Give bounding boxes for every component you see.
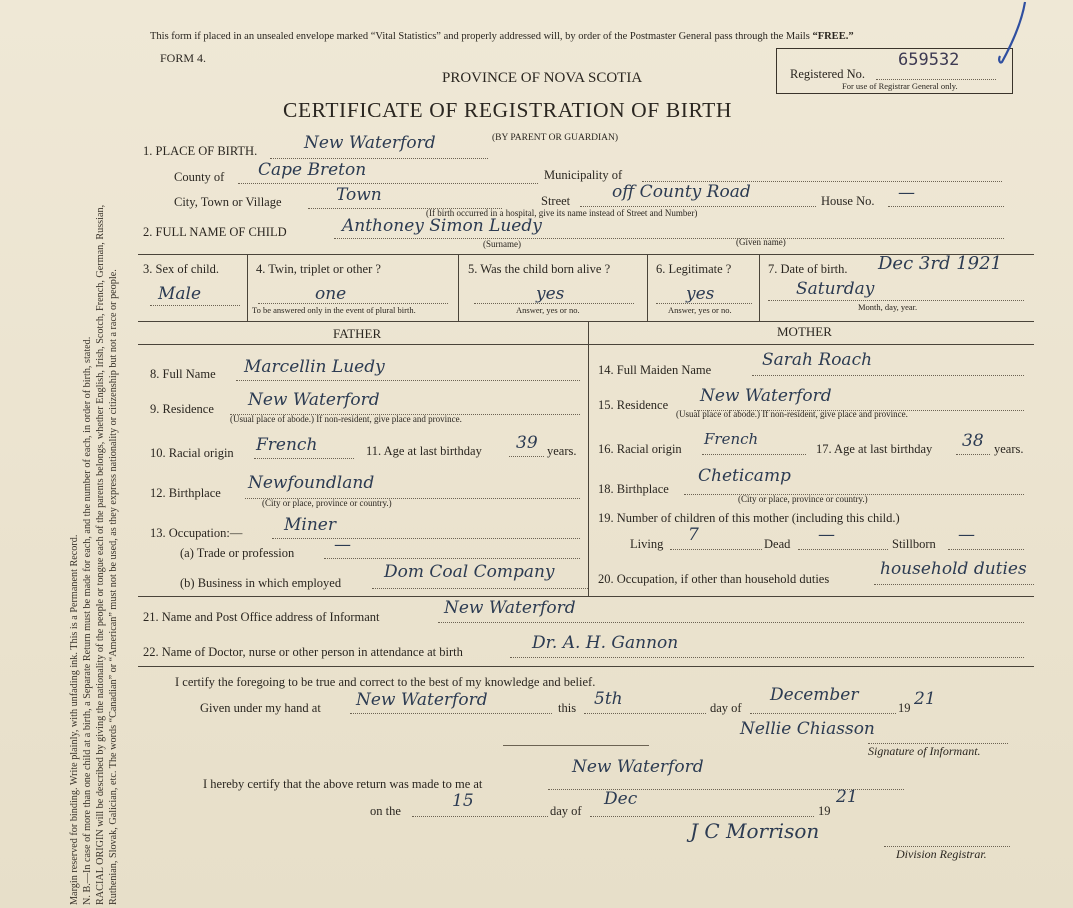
registered-line <box>876 79 996 80</box>
business-label: (b) Business in which employed <box>180 576 342 590</box>
given-name-note: (Given name) <box>736 237 786 247</box>
child-name-value: Anthoney Simon Luedy <box>342 216 542 236</box>
alive-line <box>474 303 634 304</box>
father-occupation-label: 13. Occupation:— <box>150 526 243 540</box>
mother-race-value: French <box>704 430 759 448</box>
city-value: Town <box>336 185 382 205</box>
county-line <box>238 183 538 184</box>
father-occupation-line <box>272 538 580 539</box>
blue-pen-mark <box>992 0 1032 70</box>
parents-bottom-rule <box>138 596 1034 597</box>
on-month-value: Dec <box>604 789 638 809</box>
hereby-certify-label: I hereby certify that the above return was made to me at <box>203 777 483 791</box>
legitimate-value: yes <box>686 284 715 304</box>
stillborn-label: Stillborn <box>892 537 936 551</box>
dead-line <box>798 549 888 550</box>
doctor-label: 22. Name of Doctor, nurse or other person in attendance at birth <box>143 645 463 659</box>
certify-top-rule <box>138 666 1034 667</box>
child-name-label: 2. FULL NAME OF CHILD <box>143 225 287 239</box>
twin-label: 4. Twin, triplet or other ? <box>256 262 381 276</box>
col-divider-2 <box>458 254 459 321</box>
child-name-line <box>334 238 1004 239</box>
father-heading: FATHER <box>333 326 382 341</box>
doctor-value: Dr. A. H. Gannon <box>532 633 679 653</box>
mother-birthplace-value: Cheticamp <box>698 466 791 486</box>
county-value: Cape Breton <box>258 160 367 180</box>
on-the-label: on the <box>370 804 401 818</box>
registered-label: Registered No. <box>790 67 865 81</box>
trade-line <box>324 558 580 559</box>
father-birthplace-value: Newfoundland <box>248 473 375 493</box>
mother-name-line <box>752 375 1024 376</box>
on-month-line <box>590 816 814 817</box>
margin-note-4: Ruthenian, Slovak, Galician, etc. The words “Canadian” or “American” must not be used, as they express nationality or citizenship but not a race or people. <box>108 269 119 905</box>
margin-note-3: RACIAL ORIGIN will be described by giving the nationality of the people or tongue each of the parents belongs, whether English, Irish, Scotch, French, German, Russian, <box>95 204 106 905</box>
registrar-use-note: For use of Registrar General only. <box>842 81 958 91</box>
municipality-label: Municipality of <box>544 168 623 182</box>
registrar-label: Division Registrar. <box>896 847 987 861</box>
living-line <box>670 549 762 550</box>
father-name-label: 8. Full Name <box>150 367 216 381</box>
mother-age-value: 38 <box>962 431 984 451</box>
father-age-line <box>509 456 544 457</box>
father-residence-value: New Waterford <box>248 390 380 410</box>
father-birthplace-label: 12. Birthplace <box>150 486 221 500</box>
mother-name-label: 14. Full Maiden Name <box>598 363 712 377</box>
page-title: CERTIFICATE OF REGISTRATION OF BIRTH <box>283 98 733 122</box>
father-occupation-value: Miner <box>284 515 336 535</box>
trade-value: — <box>334 535 351 555</box>
dob-line <box>768 300 1024 301</box>
parents-divider <box>588 321 589 596</box>
father-abode-note: (Usual place of abode.) If non-resident, give place and province. <box>230 414 462 424</box>
mother-age-label: 17. Age at last birthday <box>816 442 933 456</box>
father-race-value: French <box>256 435 318 455</box>
house-no-value: — <box>898 183 915 203</box>
on-day-value: 15 <box>452 791 474 811</box>
mother-abode-note: (Usual place of abode.) If non-resident, give place and province. <box>676 409 908 419</box>
this-label: this <box>558 701 577 715</box>
sex-label: 3. Sex of child. <box>143 262 220 276</box>
legitimate-line <box>656 303 752 304</box>
street-label: Street <box>541 194 571 208</box>
day-of-label: day of <box>710 701 742 715</box>
margin-notes <box>68 25 120 905</box>
father-name-value: Marcellin Luedy <box>244 357 385 377</box>
legitimate-label: 6. Legitimate ? <box>656 262 732 276</box>
mail-notice-free: “FREE.” <box>812 31 854 42</box>
place-of-birth-line <box>270 158 488 159</box>
twin-note: To be answered only in the event of plural birth. <box>252 305 416 315</box>
sex-line <box>150 305 240 306</box>
parents-header-rule <box>138 344 1034 345</box>
stillborn-line <box>948 549 1024 550</box>
mother-race-line <box>702 454 806 455</box>
house-no-line <box>888 206 1004 207</box>
sex-value: Male <box>158 284 202 304</box>
stillborn-value: — <box>958 525 975 545</box>
registered-number: 659532 <box>898 50 960 70</box>
father-race-label: 10. Racial origin <box>150 446 234 460</box>
twin-value: one <box>315 284 347 304</box>
mother-years: years. <box>994 442 1024 456</box>
on-year-value: 21 <box>836 787 858 807</box>
living-value: 7 <box>688 525 699 545</box>
dead-value: — <box>818 525 835 545</box>
dead-label: Dead <box>764 537 791 551</box>
mail-notice <box>150 30 854 44</box>
informant-signature-label: Signature of Informant. <box>868 744 981 758</box>
col-divider-3 <box>647 254 648 321</box>
alive-label: 5. Was the child born alive ? <box>468 262 611 276</box>
place-of-birth-value: New Waterford <box>304 133 436 153</box>
informant-label: 21. Name and Post Office address of Informant <box>143 610 380 624</box>
mother-occupation-label: 20. Occupation, if other than household duties <box>598 572 830 586</box>
dob-label: 7. Date of birth. <box>768 262 848 276</box>
col-divider-4 <box>759 254 760 321</box>
informant-signature: Nellie Chiasson <box>740 719 875 739</box>
mother-occupation-value: household duties <box>880 559 1027 579</box>
mother-birthplace-label: 18. Birthplace <box>598 482 669 496</box>
mother-age-line <box>956 454 990 455</box>
margin-note-1: Margin reserved for binding. Write plainly, with unfading ink. This is a Permanent Record. <box>69 534 80 905</box>
day-of-label-2: day of <box>550 804 582 818</box>
mother-race-label: 16. Racial origin <box>598 442 682 456</box>
form-number: FORM 4. <box>160 51 207 65</box>
father-name-line <box>236 380 580 381</box>
on-year-prefix: 19 <box>818 804 831 818</box>
legitimate-note: Answer, yes or no. <box>668 305 732 315</box>
mother-heading: MOTHER <box>777 324 832 339</box>
given-month-line <box>750 713 896 714</box>
mother-occupation-line <box>874 584 1034 585</box>
margin-note-2: N. B.—In case of more than one child at a birth, a Separate Return must be made for each, and the number of each, in order of birth, stated. <box>82 336 93 905</box>
mother-name-value: Sarah Roach <box>762 350 873 370</box>
father-years: years. <box>547 444 577 458</box>
on-day-line <box>412 816 548 817</box>
trade-label: (a) Trade or profession <box>180 546 295 560</box>
made-at-value: New Waterford <box>572 757 704 777</box>
given-year-value: 21 <box>914 689 936 709</box>
mother-residence-value: New Waterford <box>700 386 832 406</box>
mail-notice-text: This form if placed in an unsealed envelope marked “Vital Statistics” and properly addressed will, by order of the Postmaster General pass through the Mails <box>150 31 813 42</box>
alive-note: Answer, yes or no. <box>516 305 580 315</box>
given-day-line <box>584 713 706 714</box>
alive-value: yes <box>536 284 565 304</box>
county-label: County of <box>174 170 225 184</box>
living-label: Living <box>630 537 664 551</box>
mother-place-note: (City or place, province or country.) <box>738 494 868 504</box>
given-year-prefix: 19 <box>898 701 911 715</box>
given-at-value: New Waterford <box>356 690 488 710</box>
surname-note: (Surname) <box>483 239 521 249</box>
col-divider-1 <box>247 254 248 321</box>
province-heading: PROVINCE OF NOVA SCOTIA <box>442 70 643 86</box>
father-age-label: 11. Age at last birthday <box>366 444 482 458</box>
house-no-label: House No. <box>821 194 875 208</box>
dob-note: Month, day, year. <box>858 302 918 312</box>
street-line <box>580 206 816 207</box>
page-subtitle: (BY PARENT OR GUARDIAN) <box>492 133 619 143</box>
registrar-signature: J C Morrison <box>690 819 820 843</box>
certify-statement: I certify the foregoing to be true and correct to the best of my knowledge and belief. <box>175 675 596 689</box>
informant-line <box>438 622 1024 623</box>
father-place-note: (City or place, province or country.) <box>262 498 392 508</box>
city-label: City, Town or Village <box>174 195 282 209</box>
business-line <box>372 588 588 589</box>
given-day-value: 5th <box>594 689 623 709</box>
row-bottom-rule <box>138 321 1034 322</box>
children-count-label: 19. Number of children of this mother (including this child.) <box>598 511 900 525</box>
dob-day-value: Saturday <box>796 279 875 299</box>
father-race-line <box>254 458 354 459</box>
father-age-value: 39 <box>516 433 538 453</box>
hospital-note: (If birth occurred in a hospital, give its name instead of Street and Number) <box>426 208 698 218</box>
given-under-label: Given under my hand at <box>200 701 321 715</box>
given-month-value: December <box>770 685 859 705</box>
informant-value: New Waterford <box>444 598 576 618</box>
mother-residence-label: 15. Residence <box>598 398 669 412</box>
given-at-line <box>350 713 552 714</box>
twin-line <box>258 303 448 304</box>
father-residence-label: 9. Residence <box>150 402 214 416</box>
dob-value: Dec 3rd 1921 <box>878 253 1002 274</box>
place-of-birth-label: 1. PLACE OF BIRTH. <box>143 144 258 158</box>
street-value: off County Road <box>612 182 751 202</box>
doctor-line <box>510 657 1024 658</box>
certify-separator <box>503 745 649 746</box>
business-value: Dom Coal Company <box>384 562 555 582</box>
